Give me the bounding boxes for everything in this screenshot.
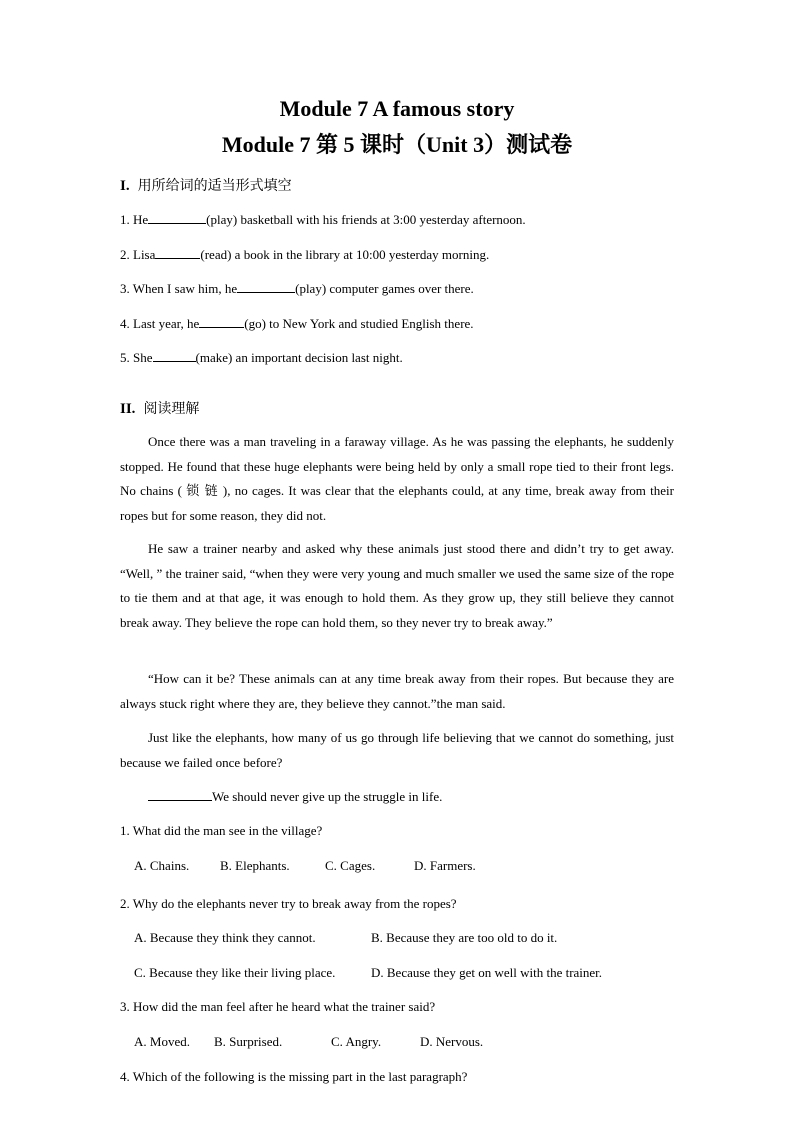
option-1a[interactable]: A. Chains. <box>134 858 190 873</box>
fill-in-item <box>120 280 676 298</box>
answer-blank[interactable] <box>155 246 200 259</box>
page-title: Module 7 A famous story <box>279 96 515 121</box>
reading-paragraph: Once there was a man traveling in a faraway village. As he was passing the elephants, he suddenly stopped. He found that these huge elephants were being held by only a small rope tied to their front legs. No chains ( 锁 链 ), no cages. It was clear that the elephants could, at any time, break away from their ropes but for some reason, they did not. <box>120 434 674 523</box>
fill-in-item <box>120 246 676 264</box>
section-2-heading: 阅读理解 <box>143 401 200 417</box>
item-text-after: (play) computer games over there. <box>295 281 474 296</box>
fill-in-item <box>120 211 676 229</box>
section-2-header <box>120 399 199 419</box>
item-text-after: (read) a book in the library at 10:00 yesterday morning. <box>200 247 490 262</box>
item-text-before: 1. He <box>120 212 149 227</box>
fill-in-item <box>120 315 676 333</box>
missing-line-text: We should never give up the struggle in life. <box>212 789 443 804</box>
option-3b[interactable]: B. Surprised. <box>214 1034 283 1049</box>
answer-blank[interactable] <box>148 788 212 801</box>
question-1: 1. What did the man see in the village? <box>120 823 323 838</box>
option-2c[interactable]: C. Because they like their living place. <box>134 965 336 980</box>
option-2d[interactable]: D. Because they get on well with the trainer. <box>371 965 603 980</box>
option-1d[interactable]: D. Farmers. <box>414 858 476 873</box>
item-text-after: (make) an important decision last night. <box>195 350 403 365</box>
option-3c[interactable]: C. Angry. <box>331 1034 382 1049</box>
reading-paragraph: “How can it be? These animals can at any time break away from their ropes. But because they are always stuck right where they are, they believe they cannot.”the man said. <box>120 671 674 711</box>
answer-blank[interactable] <box>199 315 244 328</box>
missing-line <box>148 788 704 806</box>
item-text-before: 3. When I saw him, he <box>120 281 238 296</box>
section-1-header <box>120 176 292 196</box>
option-2a[interactable]: A. Because they think they cannot. <box>134 930 316 945</box>
section-1-heading: 用所给词的适当形式填空 <box>137 178 292 194</box>
option-1b[interactable]: B. Elephants. <box>220 858 290 873</box>
question-3: 3. How did the man feel after he heard what the trainer said? <box>120 999 436 1014</box>
answer-blank[interactable] <box>153 349 196 362</box>
answer-blank[interactable] <box>148 211 206 224</box>
question-2: 2. Why do the elephants never try to break away from the ropes? <box>120 896 457 911</box>
option-2b[interactable]: B. Because they are too old to do it. <box>371 930 558 945</box>
answer-blank[interactable] <box>237 280 295 293</box>
fill-in-item <box>120 349 676 367</box>
reading-paragraph: Just like the elephants, how many of us go through life believing that we cannot do something, just because we failed once before? <box>120 730 674 770</box>
item-text-after: (play) basketball with his friends at 3:00 yesterday afternoon. <box>206 212 526 227</box>
item-text-before: 4. Last year, he <box>120 316 200 331</box>
question-4: 4. Which of the following is the missing part in the last paragraph? <box>120 1069 468 1084</box>
item-text-after: (go) to New York and studied English there. <box>244 316 474 331</box>
item-text-before: 5. She <box>120 350 153 365</box>
item-text-before: 2. Lisa <box>120 247 156 262</box>
section-1-number: I. <box>120 178 130 194</box>
section-2-number: II. <box>120 401 136 417</box>
page-subtitle: Module 7 第 5 课时（Unit 3）测试卷 <box>221 132 573 157</box>
option-3a[interactable]: A. Moved. <box>134 1034 190 1049</box>
reading-paragraph: He saw a trainer nearby and asked why these animals just stood there and didn’t try to get away. “Well, ” the trainer said, “when they were very young and much smaller we used the same size of the rope to tie them and at that age, it was enough to hold them. As they grow up, they still believe they cannot break away. They believe the rope can hold them, so they never try to break away.” <box>120 541 674 630</box>
option-3d[interactable]: D. Nervous. <box>420 1034 484 1049</box>
option-1c[interactable]: C. Cages. <box>325 858 376 873</box>
